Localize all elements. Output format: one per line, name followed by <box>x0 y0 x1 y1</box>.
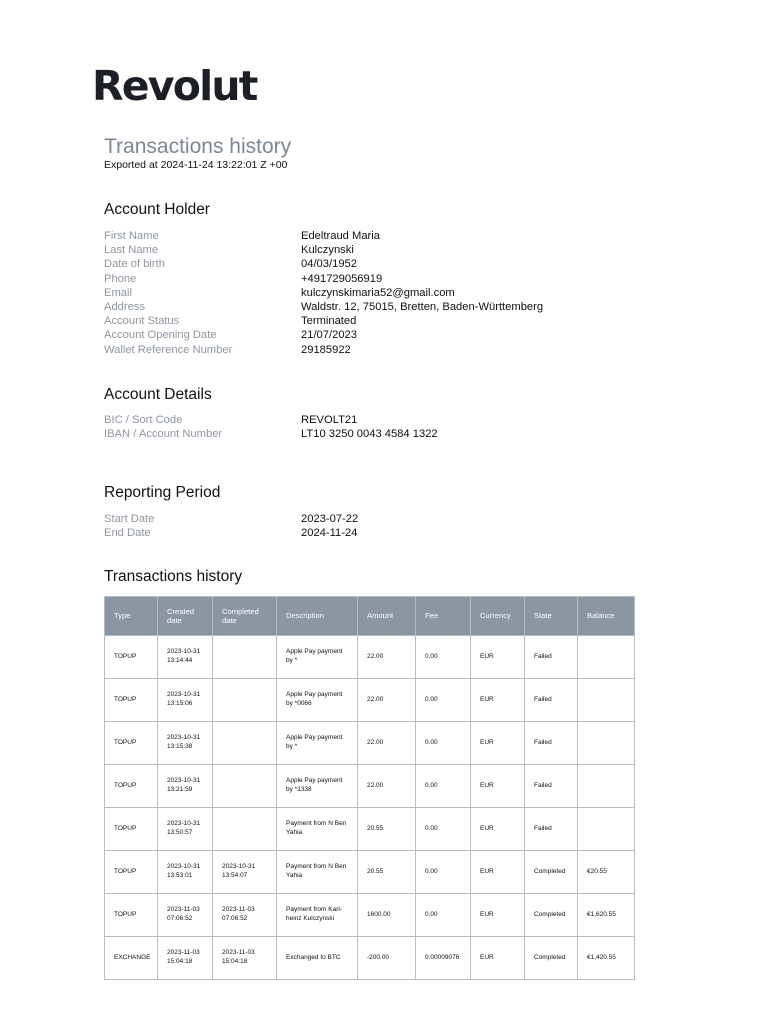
cell-completed-date <box>213 636 277 679</box>
table-row <box>105 722 635 765</box>
cell-state: Failed <box>525 765 578 808</box>
field-end-date <box>104 526 644 540</box>
cell-completed-date <box>213 679 277 722</box>
column-header-created-date: Created date <box>158 597 213 636</box>
cell-type: TOPUP <box>105 894 158 937</box>
cell-type: TOPUP <box>105 679 158 722</box>
cell-currency: EUR <box>471 722 525 765</box>
cell-fee: 0.00 <box>416 722 471 765</box>
column-header-amount: Amount <box>358 597 416 636</box>
cell-state: Failed <box>525 636 578 679</box>
field-label: End Date <box>104 527 151 540</box>
table-row <box>105 765 635 808</box>
field-value: kulczynskimaria52@gmail.com <box>301 286 455 299</box>
field-value: Terminated <box>301 315 357 328</box>
transactions-heading: Transactions history <box>104 568 243 585</box>
cell-balance <box>578 679 635 722</box>
column-header-fee: Fee <box>416 597 471 636</box>
field-last-name <box>104 243 644 257</box>
cell-description: Apple Pay payment by *1338 <box>277 765 358 808</box>
column-header-state: State <box>525 597 578 636</box>
cell-type: EXCHANGE <box>105 937 158 980</box>
field-value: 04/03/1952 <box>301 258 357 271</box>
field-value: LT10 3250 0043 4584 1322 <box>301 428 438 441</box>
cell-completed-date: 2023-11-03 15:04:18 <box>213 937 277 980</box>
cell-balance: €1,420.55 <box>578 937 635 980</box>
cell-description: Apple Pay payment by * <box>277 636 358 679</box>
field-start-date <box>104 512 644 526</box>
field-account-status <box>104 314 644 328</box>
table-row <box>105 679 635 722</box>
field-label: Last Name <box>104 244 159 257</box>
cell-fee: 0.00 <box>416 679 471 722</box>
column-header-completed-date: Completed date <box>213 597 277 636</box>
field-value: Kulczynski <box>301 244 354 257</box>
table-row <box>105 808 635 851</box>
field-value: +491729056919 <box>301 272 383 285</box>
account-holder-heading: Account Holder <box>104 201 210 218</box>
cell-fee: 0.00 <box>416 851 471 894</box>
transactions-table <box>104 596 635 980</box>
cell-amount: -200.00 <box>358 937 416 980</box>
field-value: Edeltraud Maria <box>301 230 380 243</box>
cell-amount: 1600.00 <box>358 894 416 937</box>
cell-balance <box>578 808 635 851</box>
cell-fee: 0.00009076 <box>416 937 471 980</box>
cell-created-date: 2023-10-31 13:15:06 <box>158 679 213 722</box>
field-label: Date of birth <box>104 258 165 271</box>
field-first-name <box>104 229 644 243</box>
field-value: 29185922 <box>301 343 351 356</box>
table-row <box>105 851 635 894</box>
cell-created-date: 2023-10-31 13:14:44 <box>158 636 213 679</box>
cell-balance <box>578 636 635 679</box>
cell-balance: €20.55 <box>578 851 635 894</box>
cell-type: TOPUP <box>105 636 158 679</box>
cell-currency: EUR <box>471 765 525 808</box>
reporting-period-heading: Reporting Period <box>104 484 221 501</box>
field-label: Address <box>104 301 146 314</box>
cell-type: TOPUP <box>105 851 158 894</box>
cell-amount: 20.55 <box>358 808 416 851</box>
document-title: Transactions history <box>104 135 292 158</box>
field-label: Email <box>104 286 132 299</box>
column-header-currency: Currency <box>471 597 525 636</box>
cell-currency: EUR <box>471 636 525 679</box>
revolut-logo: Revolut <box>92 62 257 110</box>
cell-created-date: 2023-10-31 13:53:01 <box>158 851 213 894</box>
cell-created-date: 2023-10-31 13:15:38 <box>158 722 213 765</box>
field-value: REVOLT21 <box>301 414 358 427</box>
table-header-row <box>105 597 635 636</box>
export-timestamp: Exported at 2024-11-24 13:22:01 Z +00 <box>104 159 288 171</box>
cell-created-date: 2023-11-03 07:06:52 <box>158 894 213 937</box>
cell-amount: 22.00 <box>358 765 416 808</box>
field-value: 2023-07-22 <box>301 513 359 526</box>
cell-state: Completed <box>525 894 578 937</box>
table-row <box>105 636 635 679</box>
cell-description: Apple Pay payment by *0066 <box>277 679 358 722</box>
cell-created-date: 2023-10-31 13:21:59 <box>158 765 213 808</box>
cell-description: Exchanged to BTC <box>277 937 358 980</box>
field-account-opening-date <box>104 328 644 342</box>
reporting-period-fields <box>104 512 644 540</box>
table-row <box>105 894 635 937</box>
field-email <box>104 286 644 300</box>
cell-balance: €1,620.55 <box>578 894 635 937</box>
cell-currency: EUR <box>471 679 525 722</box>
field-bic-sort-code <box>104 413 644 427</box>
cell-balance <box>578 722 635 765</box>
cell-state: Completed <box>525 937 578 980</box>
field-value: 2024-11-24 <box>301 527 358 540</box>
cell-state: Failed <box>525 808 578 851</box>
cell-description: Apple Pay payment by * <box>277 722 358 765</box>
column-header-type: Type <box>105 597 158 636</box>
field-address <box>104 300 644 314</box>
cell-type: TOPUP <box>105 808 158 851</box>
table-row <box>105 937 635 980</box>
account-details-heading: Account Details <box>104 386 212 403</box>
cell-fee: 0.00 <box>416 894 471 937</box>
cell-state: Failed <box>525 679 578 722</box>
cell-amount: 22.00 <box>358 722 416 765</box>
cell-currency: EUR <box>471 894 525 937</box>
field-label: Account Status <box>104 315 180 328</box>
field-label: First Name <box>104 230 159 243</box>
account-details-fields <box>104 413 644 441</box>
column-header-description: Description <box>277 597 358 636</box>
field-label: IBAN / Account Number <box>104 428 223 441</box>
field-label: BIC / Sort Code <box>104 414 183 427</box>
column-header-balance: Balance <box>578 597 635 636</box>
field-iban-account-number <box>104 427 644 441</box>
cell-created-date: 2023-11-03 15:04:18 <box>158 937 213 980</box>
cell-balance <box>578 765 635 808</box>
cell-description: Payment from Karl-heinz Kulczynski <box>277 894 358 937</box>
account-holder-fields <box>104 229 644 357</box>
field-label: Wallet Reference Number <box>104 343 233 356</box>
field-label: Start Date <box>104 513 155 526</box>
cell-completed-date: 2023-11-03 07:06:52 <box>213 894 277 937</box>
field-value: Waldstr. 12, 75015, Bretten, Baden-Württemberg <box>301 301 544 314</box>
cell-completed-date <box>213 808 277 851</box>
cell-description: Payment from N Ben Yahia <box>277 808 358 851</box>
cell-fee: 0.00 <box>416 808 471 851</box>
cell-completed-date <box>213 722 277 765</box>
cell-currency: EUR <box>471 937 525 980</box>
cell-type: TOPUP <box>105 765 158 808</box>
cell-description: Payment from N Ben Yahia <box>277 851 358 894</box>
cell-created-date: 2023-10-31 13:50:57 <box>158 808 213 851</box>
cell-fee: 0.00 <box>416 765 471 808</box>
cell-currency: EUR <box>471 851 525 894</box>
field-label: Account Opening Date <box>104 329 217 342</box>
field-date-of-birth <box>104 257 644 271</box>
field-label: Phone <box>104 272 137 285</box>
cell-completed-date <box>213 765 277 808</box>
field-phone <box>104 272 644 286</box>
cell-amount: 22.00 <box>358 679 416 722</box>
cell-amount: 20.55 <box>358 851 416 894</box>
cell-fee: 0.00 <box>416 636 471 679</box>
cell-currency: EUR <box>471 808 525 851</box>
field-wallet-reference-number <box>104 343 644 357</box>
cell-state: Failed <box>525 722 578 765</box>
cell-type: TOPUP <box>105 722 158 765</box>
cell-amount: 22.00 <box>358 636 416 679</box>
cell-completed-date: 2023-10-31 13:54:07 <box>213 851 277 894</box>
field-value: 21/07/2023 <box>301 329 357 342</box>
cell-state: Completed <box>525 851 578 894</box>
